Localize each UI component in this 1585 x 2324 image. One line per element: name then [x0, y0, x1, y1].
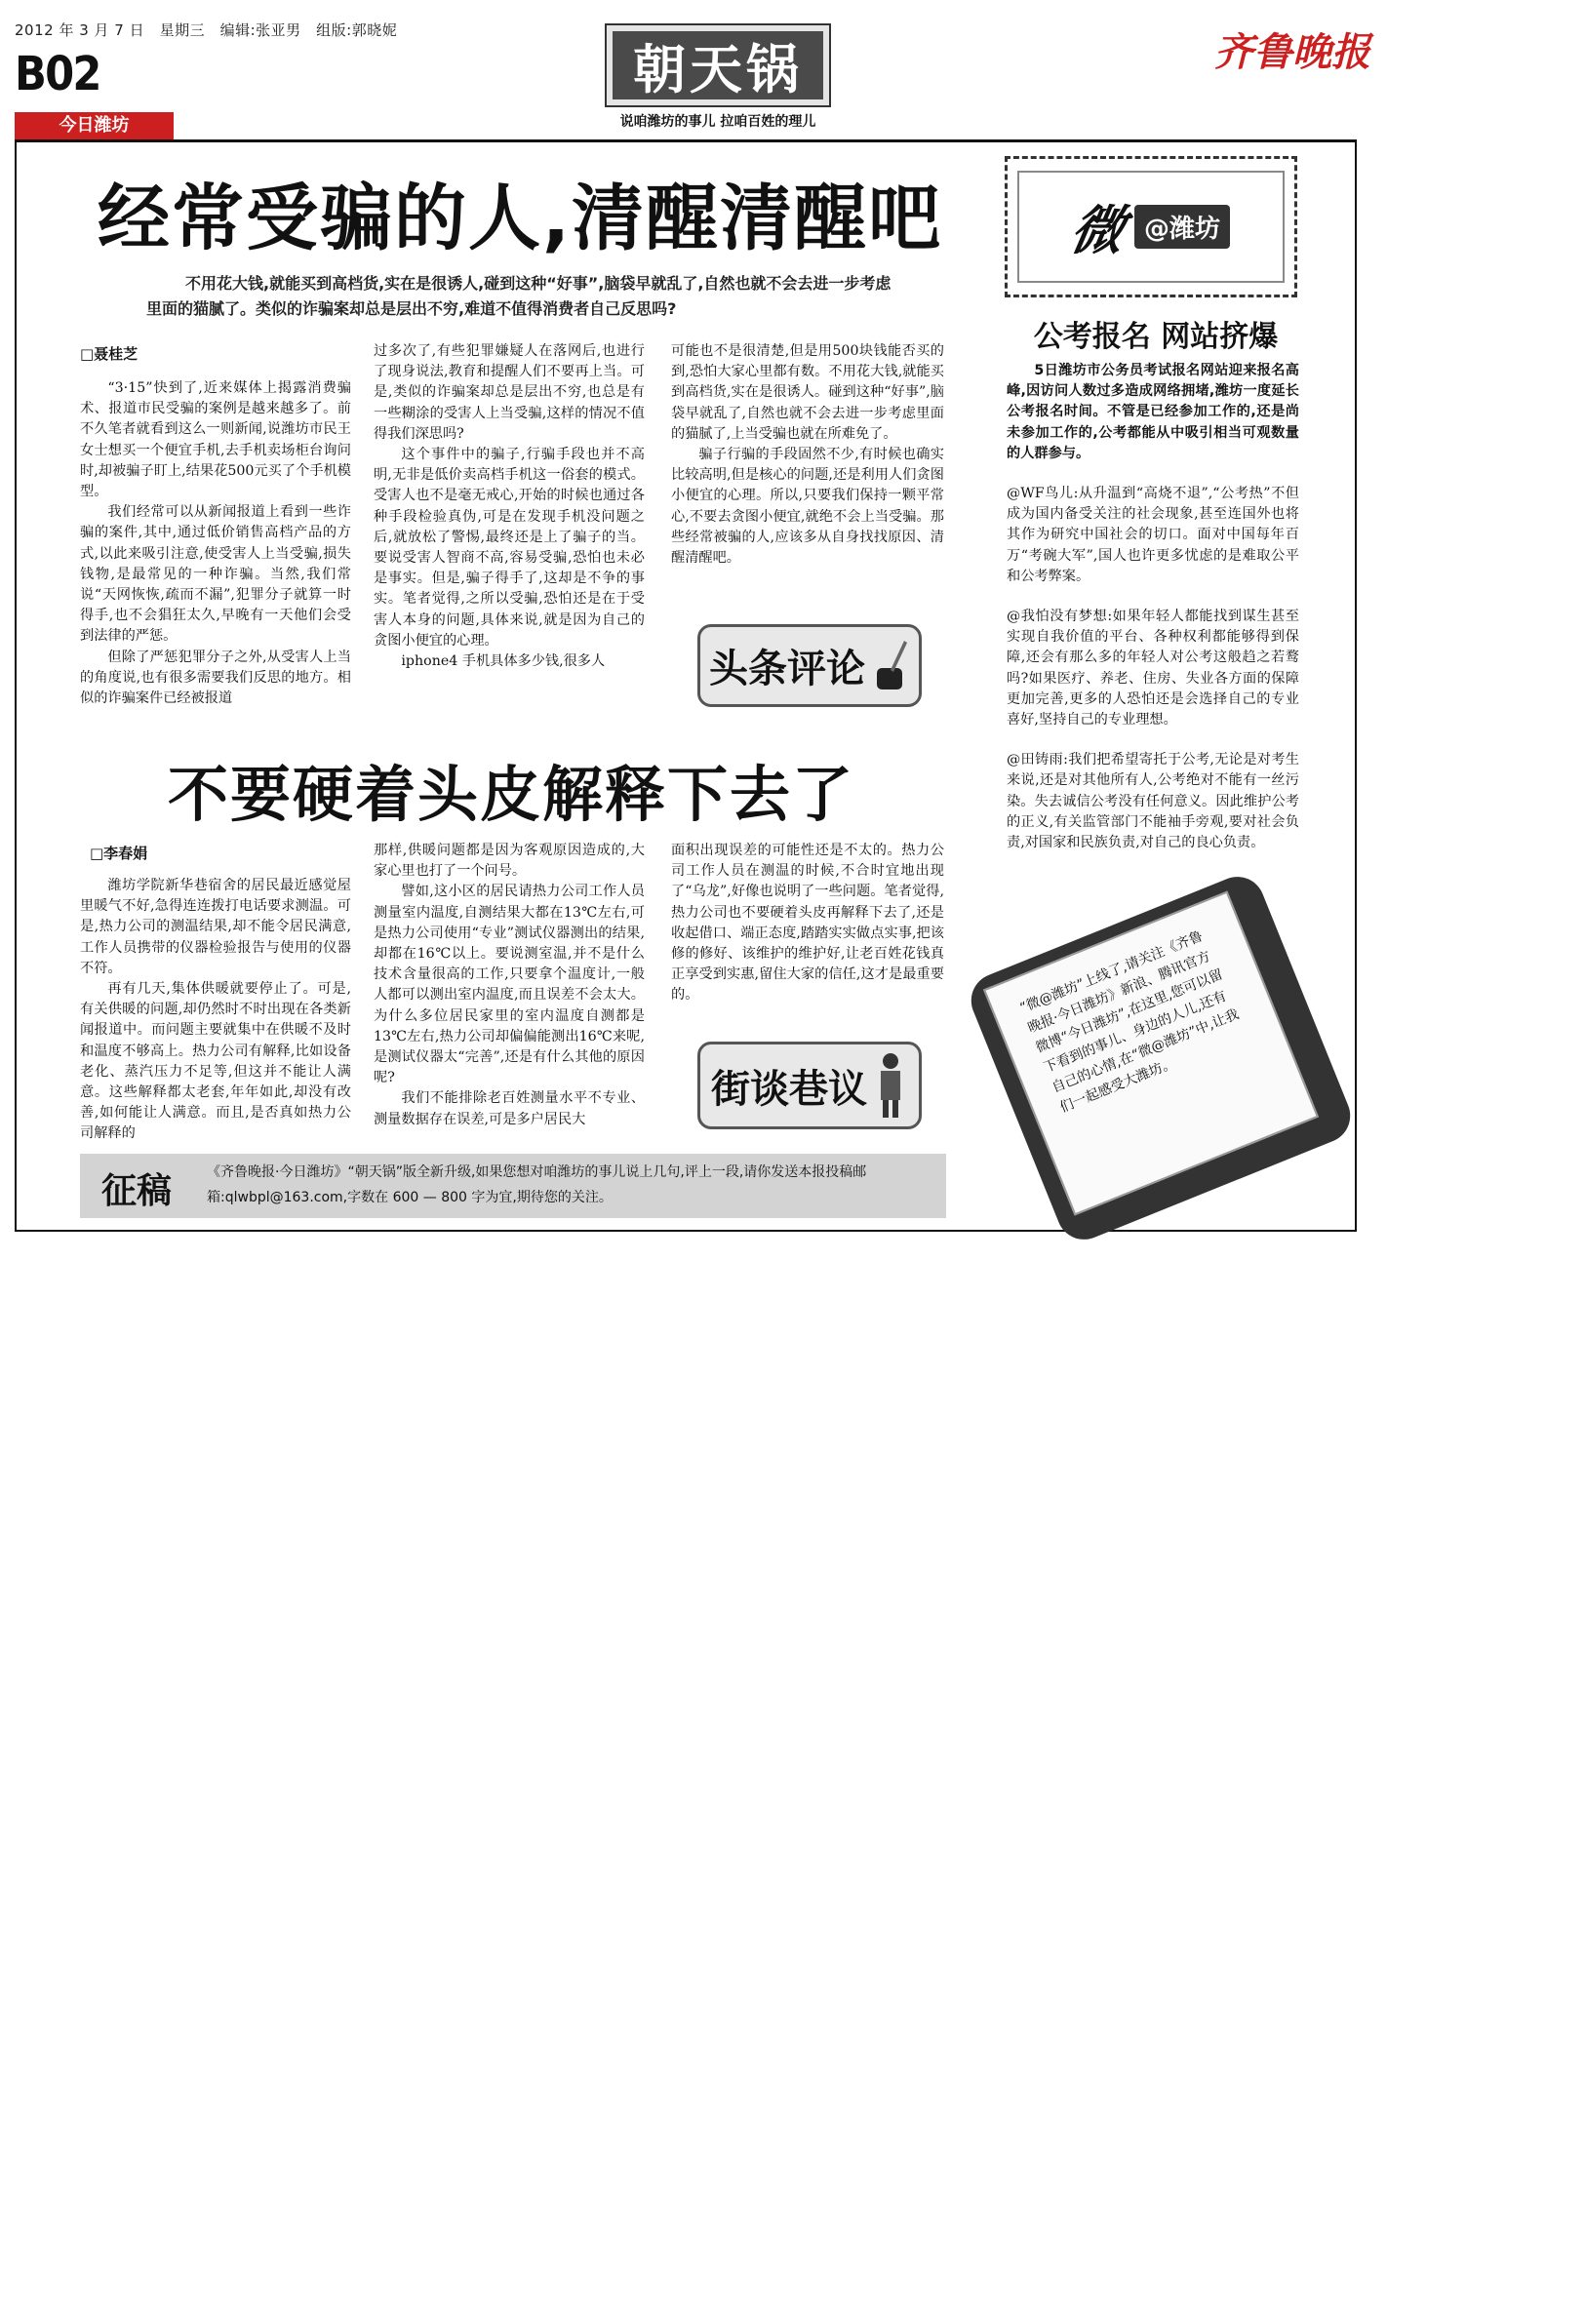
ad-title: 征稿 [101, 1171, 173, 1211]
article1-column-1 [80, 378, 351, 722]
paragraph: 骗子行骗的手段固然不少,有时候也确实比较高明,但是核心的问题,还是利用人们贪图小便宜的心理。所以,只要我们保持一颗平常心,不要去贪图小便宜,就绝不会上当受骗。那些经常被骗的人,应该多从自身找找原因、清醒清醒吧。 [671, 447, 944, 567]
article2-column-2 [374, 841, 645, 1141]
section-tab: 今日潍坊 [15, 112, 174, 139]
paragraph: 再有几天,集体供暖就要停止了。可是,有关供暖的问题,却仍然时不时出现在各类新闻报道中。而问题主要就集中在供暖不及时和温度不够高上。热力公司有解释,比如设备老化、蒸汽压力不足等,但这并不能让人满意。这些解释都太老套,年年如此,却没有改善,如何能让人满意。而且,是否真如热力公司解释的 [80, 981, 351, 1141]
masthead-title: 朝天锅 [613, 31, 823, 99]
paragraph: 我们经常可以从新闻报道上看到一些诈骗的案件,其中,通过低价销售高档产品的方式,以此来吸引注意,使受害人上当受骗,损失钱物,是最常见的一种诈骗。当然,我们常说“天网恢恢,疏而不漏”,犯罪分子就算一时得手,也不会猖狂太久,早晚有一天他们会受到法律的严惩。 [80, 504, 351, 645]
article2-headline: 不要硬着头皮解释下去了 [168, 759, 855, 830]
person-figure-icon [873, 1051, 908, 1120]
stamp-label: 头条评论 [709, 647, 865, 691]
paragraph: 我们不能排除老百姓测量水平不专业、测量数据存在误差,可是多户居民大 [374, 1090, 645, 1127]
sidebar-post: @我怕没有梦想:如果年轻人都能找到谋生甚至实现自我价值的平台、各种权利都能够得到保障,还会有那么多的年轻人对公考这般趋之若鹜吗?如果医疗、养老、住房、失业各方面的保障更加完善,更多的人恐怕还是会选择自己的专业喜好,坚持自己的专业理想。 [1007, 609, 1299, 729]
article1-column-2 [374, 341, 645, 722]
paragraph: 但除了严惩犯罪分子之外,从受害人上当的角度说,也有很多需要我们反思的地方。相似的诈骗案件已经被报道 [80, 649, 351, 707]
page-number: B02 [15, 47, 100, 101]
stamp-label: 街谈巷议 [711, 1066, 867, 1112]
article1-column-3 [671, 341, 944, 605]
article2-column-1 [80, 876, 351, 1141]
paragraph: 潍坊学院新华巷宿舍的居民最近感觉屋里暖气不好,急得连连拨打电话要求测温。可是,热力公司的测温结果,却不能令居民满意,工作人员携带的仪器检验报告与使用的仪器不符。 [80, 878, 351, 976]
masthead-logo [605, 23, 831, 107]
article2-byline: □李春娟 [90, 845, 148, 862]
article1-byline: □聂桂芝 [80, 345, 139, 363]
call-for-submissions-box [80, 1154, 946, 1218]
weibo-weifang-logo [1005, 156, 1297, 297]
sidebar-post: @田铸雨:我们把希望寄托于公考,无论是对考生来说,还是对其他所有人,公考绝对不能有一丝污染。失去诚信公考没有任何意义。因此维护公考的正义,有关监管部门不能袖手旁观,要对社会负责,对国家和民族负责,对自己的良心负责。 [1007, 752, 1299, 851]
inkpot-pen-icon [871, 637, 910, 695]
article1-deck: 不用花大钱,就能买到高档货,实在是很诱人,碰到这种“好事”,脑袋早就乱了,自然也就不会去进一步考虑里面的猫腻了。类似的诈骗案却总是层出不穷,难道不值得消费者自己反思吗? [146, 274, 892, 318]
paragraph: 这个事件中的骗子,行骗手段也并不高明,无非是低价卖高档手机这一俗套的模式。受害人也不是毫无戒心,开始的时候也通过各种手段检验真伪,可是在发现手机没问题之后,就放松了警惕,最终还是上了骗子的当。要说受害人智商不高,容易受骗,恐怕也未必是事实。但是,骗子得手了,这却是不争的事实。笔者觉得,之所以受骗,恐怕还是在于受害人本身的问题,具体来说,就是因为自己的贪图小便宜的心理。 [374, 447, 645, 649]
newspaper-brand: 齐鲁晚报 [1214, 29, 1370, 75]
date-editor-line: 2012 年 3 月 7 日 星期三 编辑:张亚男 组版:郭晓妮 [15, 21, 398, 39]
paragraph: 可能也不是很清楚,但是用500块钱能否买的到,恐怕大家心里都有数。不用花大钱,就能买到高档货,实在是很诱人。碰到这种“好事”,脑袋早就乱了,自然也就不会去进一步考虑里面的猫腻了,上当受骗也就在所难免了。 [671, 343, 944, 442]
paragraph: “3·15”快到了,近来媒体上揭露消费骗术、报道市民受骗的案例是越来越多了。前不久笔者就看到这么一则新闻,说潍坊市民王女士想买一个便宜手机,去手机卖场柜台询问时,却被骗子盯上,结果花500元买了个手机模型。 [80, 380, 351, 500]
headline-commentary-stamp [697, 624, 922, 707]
weibo-logo-word: 微 [1065, 199, 1130, 261]
weibo-logo-inner [1017, 171, 1285, 283]
paragraph: 过多次了,有些犯罪嫌疑人在落网后,也进行了现身说法,教育和提醒人们不要再上当。可是,类似的诈骗案却总是层出不穷,也总是有一些糊涂的受害人上当受骗,这样的情况不值得我们深思吗? [374, 343, 645, 442]
notebook-page-text: “微@潍坊”上线了,请关注《齐鲁晚报·今日潍坊》新浪、腾讯官方微博“今日潍坊”,在这里,您可以留下看到的事儿、身边的人儿,还有自己的心情,在“微@潍坊”中,让我们一起感受大潍坊。 [983, 891, 1319, 1216]
article1-headline: 经常受骗的人,清醒清醒吧 [98, 177, 943, 260]
notebook-illustration [966, 897, 1346, 1219]
sidebar-heading: 公考报名 网站挤爆 [1033, 320, 1279, 354]
sidebar-column [1007, 361, 1299, 853]
sidebar-post: @WF鸟儿:从升温到“高烧不退”,“公考热”不但成为国内备受关注的社会现象,甚至连国外也将其作为研究中国社会的切口。面对中国每年百万“考碗大军”,国人也许更多忧虑的是难取公平和公考弊案。 [1007, 486, 1299, 584]
paragraph: iphone4 手机具体多少钱,很多人 [401, 653, 606, 670]
weibo-logo-handle: @潍坊 [1134, 205, 1230, 249]
ad-text: 《齐鲁晚报·今日潍坊》“朝天锅”版全新升级,如果您想对咱潍坊的事儿说上几句,评上一段,请你发送本报投稿邮箱:qlwbpl@163.com,字数在 600 — 800 字为宜,期待您的关注。 [207, 1164, 867, 1205]
article2-column-3 [671, 841, 944, 1036]
sidebar-intro: 5日潍坊市公务员考试报名网站迎来报名高峰,因访问人数过多造成网络拥堵,潍坊一度延长公考报名时间。不管是已经参加工作的,还是尚未参加工作的,公考都能从中吸引相当可观数量的人群参与。 [1007, 363, 1299, 461]
masthead-slogan: 说咱潍坊的事儿 拉咱百姓的理儿 [619, 114, 816, 130]
paragraph: 譬如,这小区的居民请热力公司工作人员测量室内温度,自测结果大都在13℃左右,可是热力公司使用“专业”测试仪器测出的结果,却都在16℃以上。要说测室温,并不是什么技术含量很高的工作,只要拿个温度计,一般人都可以测出室内温度,而且误差不会太大。为什么多位居民家里的室内温度自测都是13℃左右,热力公司却偏偏能测出16℃来呢,是测试仪器太“完善”,还是有什么其他的原因呢? [374, 884, 645, 1086]
paragraph: 那样,供暖问题都是因为客观原因造成的,大家心里也打了一个问号。 [374, 843, 645, 880]
street-talk-stamp [697, 1042, 922, 1129]
paragraph: 面积出现误差的可能性还是不太的。热力公司工作人员在测温的时候,不合时宜地出现了“乌龙”,好像也说明了一些问题。笔者觉得,热力公司也不要硬着头皮再解释下去了,还是收起借口、端正态度,踏踏实实做点实事,把该修的修好、该维护的维护好,让老百姓花钱真正享受到实惠,留住大家的信任,这才是最重要的。 [671, 843, 944, 1004]
